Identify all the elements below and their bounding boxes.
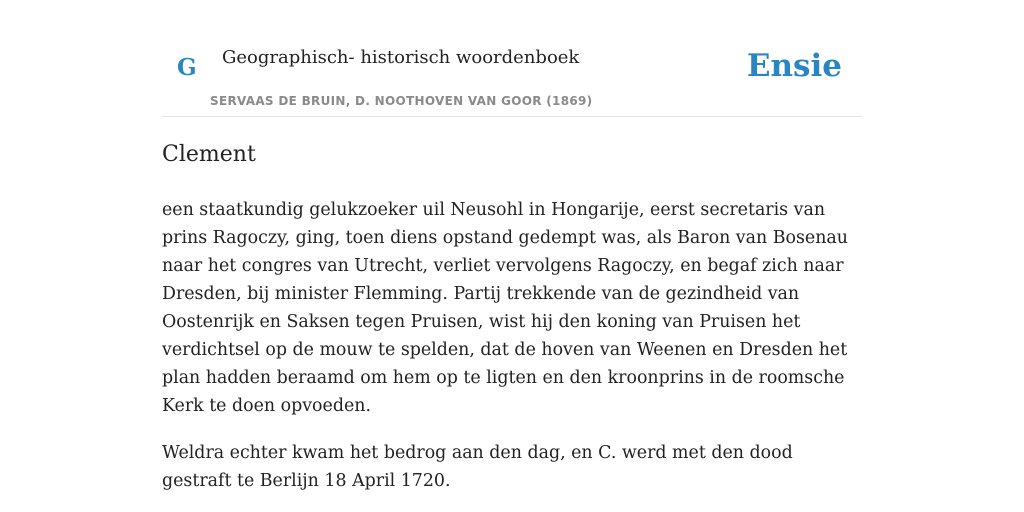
page-header (162, 0, 862, 117)
book-authors: SERVAAS DE BRUIN, D. NOOTHOVEN VAN GOOR (1869) (210, 94, 593, 108)
entry-body (162, 196, 862, 495)
ensie-logo-link[interactable]: Ensie (746, 48, 842, 84)
entry-article (162, 140, 862, 512)
book-title-link[interactable]: Geographisch- historisch woordenboek (222, 47, 580, 68)
entry-title: Clement (162, 142, 256, 167)
entry-paragraph: Weldra echter kwam het bedrog aan den dag, en C. werd met den dood gestraft te Berlijn 18 April 1720. (162, 443, 793, 491)
entry-paragraph: een staatkundig gelukzoeker uil Neusohl in Hongarije, eerst secretaris van prins Ragoczy, ging, toen diens opstand gedempt was, als Baron van Bosenau naar het congres van Utrecht, verliet vervolgens Ragoczy, en begaf zich naar Dresden, bij minister Flemming. Partij trekkende van de gezindheid van Oostenrijk en Saksen tegen Pruisen, wist hij den koning van Pruisen het verdichtsel op de mouw te spelden, dat de hoven van Weenen en Dresden het plan hadden beraamd om hem op te ligten en den kroonprins in de roomsche Kerk te doen opvoeden. (162, 200, 848, 416)
book-initial-badge: G (177, 54, 197, 81)
